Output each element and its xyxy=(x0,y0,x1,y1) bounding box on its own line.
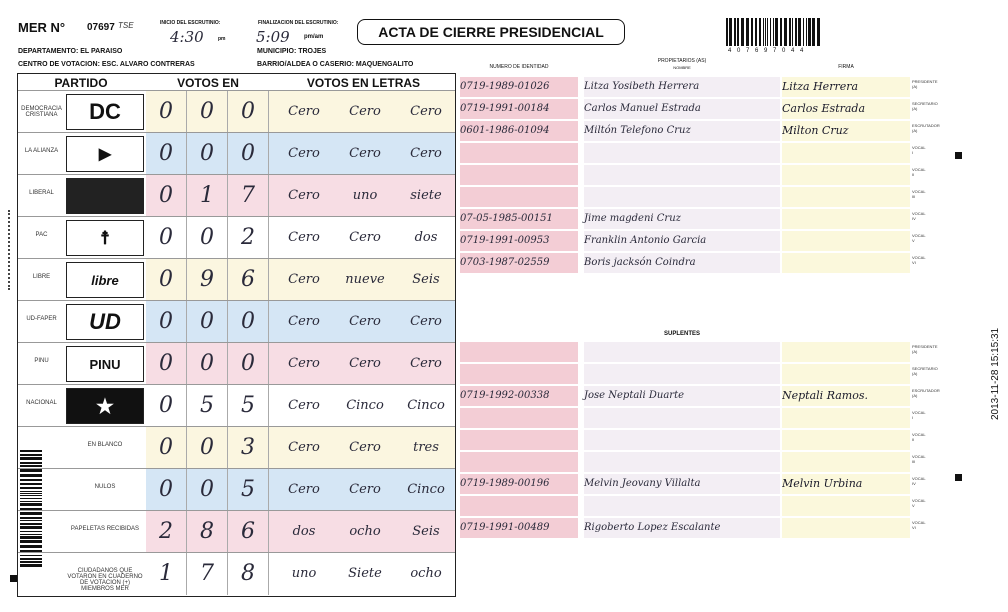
vote-digit: 0 xyxy=(228,301,269,343)
member-signature xyxy=(782,231,910,251)
vote-word: Cero xyxy=(288,356,320,371)
member-signature xyxy=(782,253,910,273)
col-partido-header: PARTIDO xyxy=(54,76,108,90)
vote-word: Cinco xyxy=(346,398,384,413)
vote-digit: 0 xyxy=(146,301,187,343)
vote-word: ocho xyxy=(349,524,381,539)
vote-digit: 0 xyxy=(187,427,228,469)
member-row xyxy=(460,143,926,163)
member-row xyxy=(460,209,926,229)
member-id xyxy=(460,408,578,428)
barcode-number: 4 0 7 6 9 7 0 4 4 xyxy=(728,48,806,54)
member-signature: Milton Cruz xyxy=(782,121,910,141)
member-role: PRESIDENTE (A) xyxy=(912,79,938,89)
vote-word: Cero xyxy=(349,356,381,371)
member-row xyxy=(460,77,938,97)
vote-word: uno xyxy=(352,188,378,203)
member-signature xyxy=(782,165,910,185)
member-row xyxy=(460,99,938,119)
member-row xyxy=(460,518,926,538)
member-name: Jime magdeni Cruz xyxy=(584,209,780,229)
party-logo-icon xyxy=(66,304,144,340)
party-logo-icon: ☨ xyxy=(66,220,144,256)
member-role: VOCAL II xyxy=(912,432,926,442)
vote-word: Cero xyxy=(288,104,320,119)
member-id: 0719-1991-00184 xyxy=(460,99,578,119)
table-row xyxy=(18,384,455,426)
corner-mark xyxy=(955,152,962,159)
member-name xyxy=(584,165,780,185)
vote-digit: 0 xyxy=(146,175,187,217)
member-signature xyxy=(782,342,910,362)
col-owner-header: PROPIETARIOS (AS) xyxy=(657,58,707,64)
party-logo-icon xyxy=(66,346,144,382)
vote-digit: 0 xyxy=(187,301,228,343)
member-name: Jose Neptali Duarte xyxy=(584,386,780,406)
member-id xyxy=(460,342,578,362)
member-name: Boris jacksón Coindra xyxy=(584,253,780,273)
member-signature xyxy=(782,496,910,516)
member-id: 0601-1986-01094 xyxy=(460,121,578,141)
party-name: EN BLANCO xyxy=(87,442,123,448)
party-logo-icon: ▶ xyxy=(66,136,144,172)
table-row xyxy=(18,216,455,258)
mer-label: MER N° xyxy=(18,20,66,35)
member-id xyxy=(460,452,578,472)
member-name: Franklin Antonio Garcia xyxy=(584,231,780,251)
vote-digit: 0 xyxy=(146,343,187,385)
vote-word: Cero xyxy=(288,314,320,329)
member-name: Miltón Telefono Cruz xyxy=(584,121,780,141)
member-name xyxy=(584,430,780,450)
vote-word: Cero xyxy=(410,146,442,161)
table-row xyxy=(18,174,455,216)
member-role: SECRETARIO (A) xyxy=(912,366,938,376)
vote-word: Cero xyxy=(288,272,320,287)
vote-digit: 0 xyxy=(146,469,187,511)
vote-word: Cero xyxy=(288,146,320,161)
member-id xyxy=(460,143,578,163)
member-role: VOCAL II xyxy=(912,167,926,177)
col-firma-header: FIRMA xyxy=(838,64,854,70)
table-row xyxy=(18,258,455,300)
barrio: BARRIO/ALDEA O CASERIO: MAQUENGALITO xyxy=(257,61,414,68)
member-row xyxy=(460,496,926,516)
vote-word: Cero xyxy=(349,230,381,245)
party-name: LA ALIANZA xyxy=(24,148,59,154)
member-role: ESCRUTADOR (A) xyxy=(912,388,940,398)
member-role: VOCAL V xyxy=(912,233,926,243)
member-role: VOCAL IV xyxy=(912,211,926,221)
vote-word: uno xyxy=(291,566,317,581)
vote-digit: 0 xyxy=(146,133,187,175)
member-signature xyxy=(782,430,910,450)
member-signature xyxy=(782,187,910,207)
party-logo-icon: ★ xyxy=(66,388,144,424)
vote-digit: 0 xyxy=(187,343,228,385)
fin-ampm: pm/am xyxy=(304,34,324,40)
member-role: VOCAL VI xyxy=(912,520,926,530)
member-name xyxy=(584,452,780,472)
member-name: Rigoberto Lopez Escalante xyxy=(584,518,780,538)
member-name xyxy=(584,496,780,516)
member-name xyxy=(584,187,780,207)
vote-digit: 9 xyxy=(187,259,228,301)
member-name xyxy=(584,342,780,362)
vote-digit: 0 xyxy=(187,91,228,133)
member-row xyxy=(460,165,926,185)
party-name: CIUDADANOS QUE VOTARON EN CUADERNO DE VOTACION (+) MIEMBROS MER xyxy=(67,568,143,592)
member-name: Litza Yosibeth Herrera xyxy=(584,77,780,97)
vote-word: Siete xyxy=(348,566,382,581)
col-numeros-header: VOTOS EN xyxy=(177,76,239,90)
party-name: LIBERAL xyxy=(29,190,54,196)
tse-logo: TSE xyxy=(118,21,134,30)
member-id: 0719-1991-00953 xyxy=(460,231,578,251)
municipio: MUNICIPIO: TROJES xyxy=(257,48,327,55)
member-signature: Litza Herrera xyxy=(782,77,910,97)
table-row xyxy=(18,552,455,594)
fin-label: FINALIZACION DEL ESCRUTINIO: xyxy=(258,20,339,26)
scan-timestamp: 2013-11-28 15:15:31 xyxy=(990,327,1001,420)
member-role: VOCAL V xyxy=(912,498,926,508)
vote-digit: 0 xyxy=(146,259,187,301)
vote-word: ocho xyxy=(410,566,442,581)
member-id: 0719-1989-01026 xyxy=(460,77,578,97)
vote-word: dos xyxy=(292,524,316,539)
member-row xyxy=(460,342,938,362)
member-id xyxy=(460,496,578,516)
table-row xyxy=(18,300,455,342)
vote-word: dos xyxy=(414,230,438,245)
fin-value: 5:09 xyxy=(256,28,290,46)
vote-word: Cero xyxy=(288,188,320,203)
vote-digit: 5 xyxy=(228,469,269,511)
vote-word: Cero xyxy=(410,314,442,329)
vote-word: Cero xyxy=(288,230,320,245)
vote-word: tres xyxy=(413,440,439,455)
party-logo-text: UD xyxy=(89,309,121,334)
party-name: PAPELETAS RECIBIDAS xyxy=(70,526,140,532)
member-name: Carlos Manuel Estrada xyxy=(584,99,780,119)
party-name: UD-FAPER xyxy=(26,316,57,322)
vote-digit: 0 xyxy=(146,91,187,133)
party-logo-text: libre xyxy=(91,272,119,288)
member-row xyxy=(460,231,926,251)
col-letras-header: VOTOS EN LETRAS xyxy=(306,76,421,90)
vote-word: Seis xyxy=(412,524,440,539)
member-signature xyxy=(782,408,910,428)
col-id-header: NUMERO DE IDENTIDAD xyxy=(489,64,549,70)
table-row xyxy=(18,426,455,468)
member-signature xyxy=(782,364,910,384)
member-signature xyxy=(782,143,910,163)
party-name: PINU xyxy=(34,358,49,364)
vote-digit: 0 xyxy=(187,469,228,511)
inicio-ampm: pm xyxy=(218,36,226,42)
member-role: ESCRUTADOR (A) xyxy=(912,123,940,133)
vote-word: Cero xyxy=(349,314,381,329)
table-row xyxy=(18,132,455,174)
member-row xyxy=(460,187,926,207)
member-role: SECRETARIO (A) xyxy=(912,101,938,111)
member-signature xyxy=(782,209,910,229)
member-name xyxy=(584,408,780,428)
member-role: VOCAL III xyxy=(912,189,926,199)
vote-digit: 7 xyxy=(228,175,269,217)
vote-digit: 5 xyxy=(187,385,228,427)
centro-votacion: CENTRO DE VOTACION: ESC. ALVARO CONTRERAS xyxy=(18,61,195,68)
member-id: 0719-1991-00489 xyxy=(460,518,578,538)
vote-digit: 8 xyxy=(228,553,269,595)
vote-digit: 1 xyxy=(146,553,187,595)
vote-digit: 0 xyxy=(187,217,228,259)
vote-digit: 0 xyxy=(228,133,269,175)
vote-word: Cero xyxy=(349,440,381,455)
party-logo-text: PINU xyxy=(89,356,121,372)
member-role: VOCAL IV xyxy=(912,476,926,486)
vote-digit: 0 xyxy=(187,133,228,175)
vote-digit: 6 xyxy=(228,259,269,301)
vote-digit: 8 xyxy=(187,511,228,553)
barcode-icon xyxy=(726,18,822,46)
mer-number: 07697 xyxy=(87,22,115,33)
member-id xyxy=(460,430,578,450)
col-name-header: NOMBRE xyxy=(673,65,691,70)
vote-digit: 3 xyxy=(228,427,269,469)
member-name xyxy=(584,143,780,163)
vote-digit: 0 xyxy=(228,91,269,133)
party-name: NULOS xyxy=(94,484,116,490)
member-role: VOCAL I xyxy=(912,145,926,155)
table-row xyxy=(18,468,455,510)
vote-word: Cinco xyxy=(407,482,445,497)
vote-digit: 1 xyxy=(187,175,228,217)
vote-digit: 0 xyxy=(228,343,269,385)
inicio-value: 4:30 xyxy=(170,28,204,46)
party-logo-icon xyxy=(66,262,144,298)
vote-word: Cero xyxy=(349,482,381,497)
member-signature: Melvin Urbina xyxy=(782,474,910,494)
vote-word: Cero xyxy=(349,104,381,119)
vote-digit: 2 xyxy=(146,511,187,553)
member-name xyxy=(584,364,780,384)
vote-word: siete xyxy=(410,188,442,203)
vote-digit: 0 xyxy=(146,217,187,259)
member-row xyxy=(460,408,926,428)
vote-digit: 6 xyxy=(228,511,269,553)
member-row xyxy=(460,386,940,406)
vote-digit: 0 xyxy=(146,427,187,469)
member-row xyxy=(460,121,940,141)
party-name: PAC xyxy=(35,232,48,238)
vote-word: Cero xyxy=(349,146,381,161)
party-logo-text: DC xyxy=(89,99,121,124)
vote-digit: 5 xyxy=(228,385,269,427)
party-logo-icon xyxy=(66,178,144,214)
departamento: DEPARTAMENTO: EL PARAISO xyxy=(18,48,123,55)
member-signature xyxy=(782,452,910,472)
vote-word: Cero xyxy=(288,482,320,497)
member-role: VOCAL I xyxy=(912,410,926,420)
member-row xyxy=(460,452,926,472)
vote-digit: 2 xyxy=(228,217,269,259)
vote-word: Cinco xyxy=(407,398,445,413)
member-id: 0719-1992-00338 xyxy=(460,386,578,406)
member-row xyxy=(460,364,938,384)
vote-word: nueve xyxy=(345,272,385,287)
party-logo-icon xyxy=(66,94,144,130)
table-row xyxy=(18,342,455,384)
vote-word: Cero xyxy=(410,356,442,371)
vote-word: Seis xyxy=(412,272,440,287)
inicio-label: INICIO DEL ESCRUTINIO: xyxy=(160,20,221,26)
votes-table xyxy=(17,73,456,597)
corner-mark xyxy=(955,474,962,481)
party-name: DEMOCRACIA CRISTIANA xyxy=(21,106,62,118)
party-name: NACIONAL xyxy=(26,400,57,406)
member-id: 0703-1987-02559 xyxy=(460,253,578,273)
table-row xyxy=(18,90,455,132)
member-row xyxy=(460,474,926,494)
member-row xyxy=(460,253,926,273)
vote-word: Cero xyxy=(410,104,442,119)
vote-word: Cero xyxy=(288,440,320,455)
member-role: VOCAL VI xyxy=(912,255,926,265)
members-area xyxy=(460,58,940,589)
member-signature: Neptali Ramos. xyxy=(782,386,910,406)
vote-word: Cero xyxy=(288,398,320,413)
member-signature xyxy=(782,518,910,538)
vote-digit: 0 xyxy=(146,385,187,427)
member-signature: Carlos Estrada xyxy=(782,99,910,119)
table-row xyxy=(18,510,455,552)
member-role: VOCAL III xyxy=(912,454,926,464)
member-id: 0719-1989-00196 xyxy=(460,474,578,494)
member-id xyxy=(460,187,578,207)
document-title: ACTA DE CIERRE PRESIDENCIAL xyxy=(357,19,625,45)
member-role: PRESIDENTE (A) xyxy=(912,344,938,354)
member-name: Melvin Jeovany Villalta xyxy=(584,474,780,494)
member-row xyxy=(460,430,926,450)
vote-digit: 7 xyxy=(187,553,228,595)
member-id xyxy=(460,165,578,185)
corner-mark xyxy=(10,575,17,582)
member-id xyxy=(460,364,578,384)
suplentes-header: SUPLENTES xyxy=(663,331,700,337)
party-name: LIBRE xyxy=(32,274,51,280)
member-id: 07-05-1985-00151 xyxy=(460,209,578,229)
